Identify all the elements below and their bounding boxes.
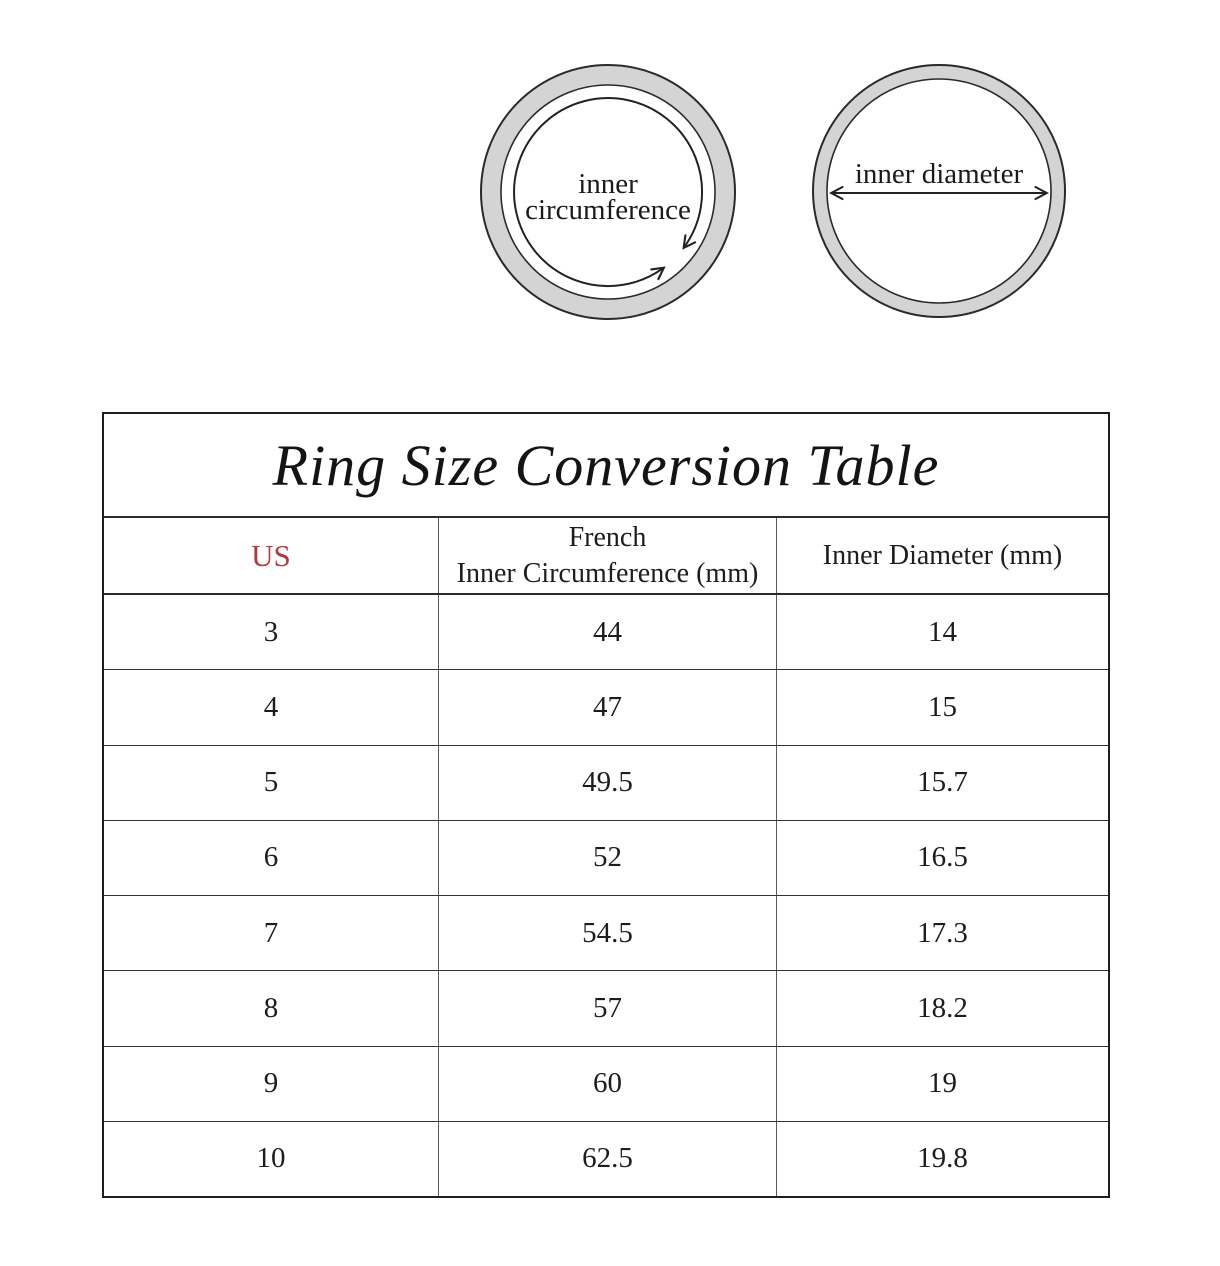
header-label-diameter: Inner Diameter (mm)	[822, 539, 1063, 571]
table-body	[104, 595, 1108, 1196]
cell-french-size: 49.5	[439, 746, 777, 820]
header-cell-french	[439, 518, 777, 593]
table-row	[104, 595, 1108, 670]
cell-inner-diameter: 19	[928, 1067, 957, 1100]
cell-inner-diameter: 15.7	[917, 766, 968, 799]
table-row	[104, 971, 1108, 1046]
cell-us-size: 8	[104, 971, 439, 1045]
cell-us-size: 6	[104, 821, 439, 895]
cell-inner-diameter: 18.2	[917, 991, 968, 1024]
diameter-label: inner diameter	[854, 158, 1024, 190]
table-row	[104, 670, 1108, 745]
cell-inner-diameter: 14	[928, 615, 957, 648]
cell-us-size: 7	[104, 896, 439, 970]
ring-size-conversion-table	[102, 412, 1110, 1198]
cell-french-size: 52	[439, 821, 777, 895]
table-header-row	[104, 518, 1108, 595]
cell-us-size: 3	[104, 595, 439, 669]
circumference-ring-diagram	[478, 62, 738, 322]
table-title-row	[104, 414, 1108, 518]
header-label-french-line2: Inner Circumference (mm)	[456, 557, 759, 589]
cell-french-size: 57	[439, 971, 777, 1045]
header-label-french-line1: French	[568, 521, 647, 553]
cell-french-size: 60	[439, 1047, 777, 1121]
header-label-us: US	[251, 537, 291, 573]
cell-inner-diameter: 15	[928, 690, 957, 723]
cell-french-size: 47	[439, 670, 777, 744]
diameter-ring-diagram	[809, 61, 1069, 321]
table-row	[104, 746, 1108, 821]
cell-french-size: 62.5	[439, 1122, 777, 1196]
table-row	[104, 821, 1108, 896]
cell-french-size: 54.5	[439, 896, 777, 970]
cell-us-size: 9	[104, 1047, 439, 1121]
cell-inner-diameter: 16.5	[917, 841, 968, 874]
circumference-label-line1: inner	[578, 168, 638, 200]
table-row	[104, 1047, 1108, 1122]
ring-band-inner-circle	[827, 79, 1051, 303]
header-cell-us	[104, 518, 439, 593]
header-cell-diameter	[777, 518, 1108, 593]
table-row	[104, 896, 1108, 971]
cell-us-size: 10	[104, 1122, 439, 1196]
cell-us-size: 5	[104, 746, 439, 820]
cell-inner-diameter: 19.8	[917, 1142, 968, 1175]
cell-us-size: 4	[104, 670, 439, 744]
table-row	[104, 1122, 1108, 1196]
table-title: Ring Size Conversion Table	[272, 432, 940, 498]
circumference-label-line2: circumference	[525, 194, 691, 226]
cell-french-size: 44	[439, 595, 777, 669]
cell-inner-diameter: 17.3	[917, 916, 968, 949]
